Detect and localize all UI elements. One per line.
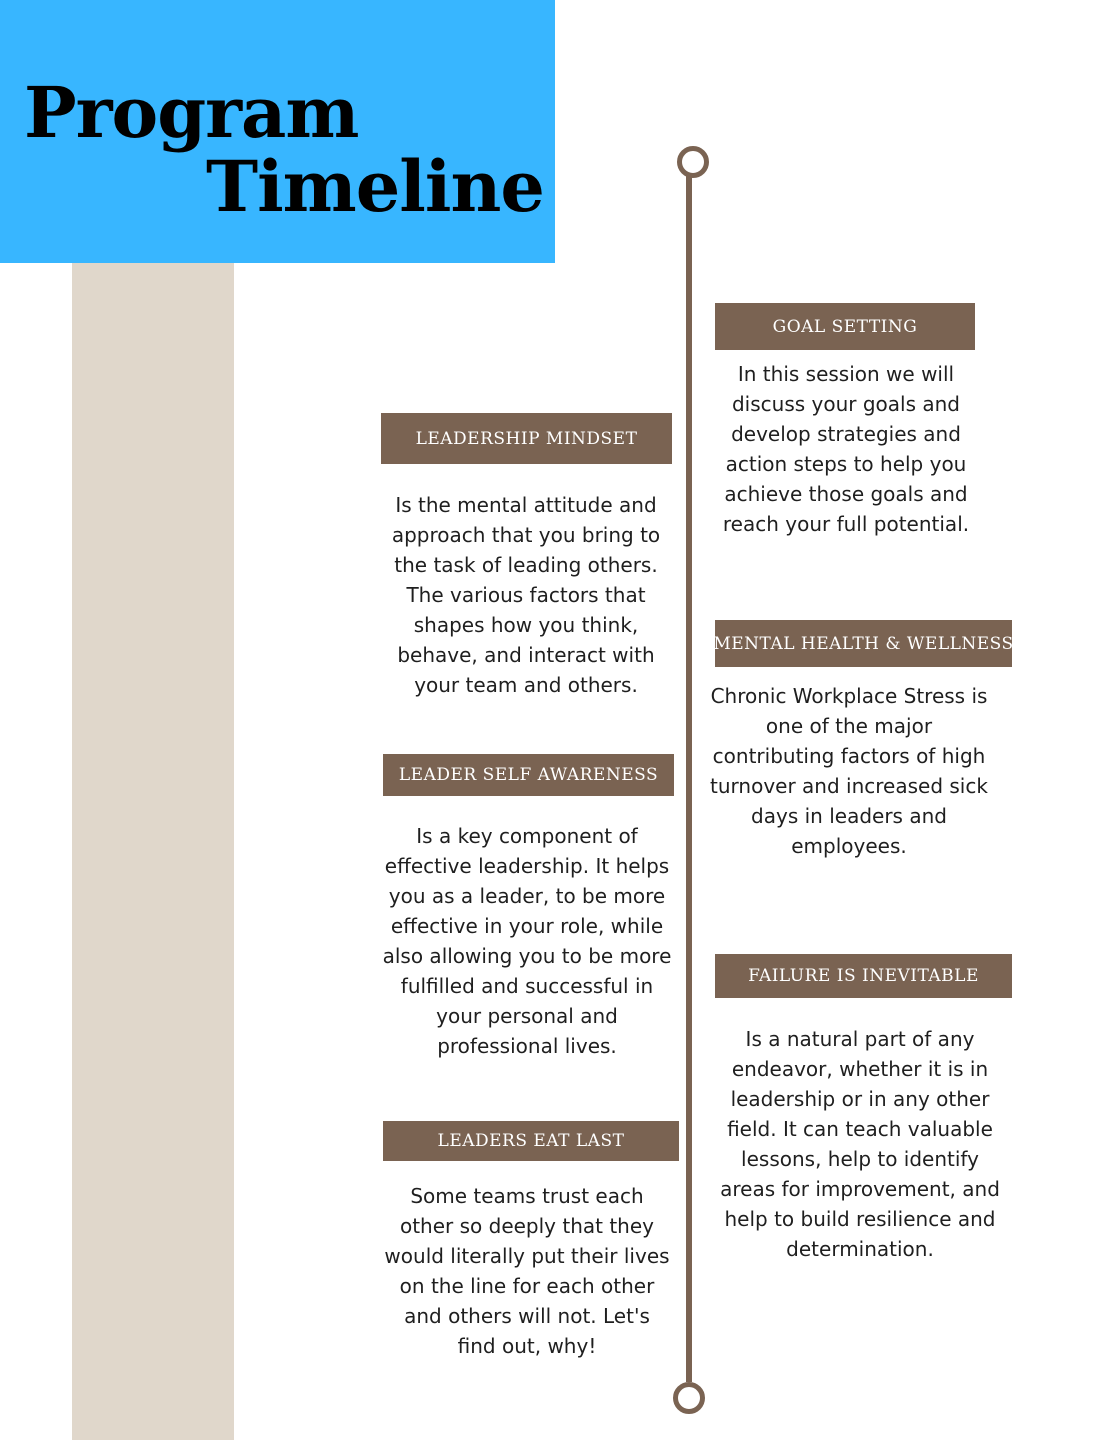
timeline-start-node	[677, 146, 709, 178]
page-title-line-1: Program	[24, 71, 359, 154]
leader-self-awareness-description: Is a key component of effective leadership. It helps you as a leader, to be more effective in your role, while also allowing you to be more fulfilled and successful in your personal and professional lives.	[382, 824, 672, 1058]
failure-description: Is a natural part of any endeavor, whether it is in leadership or in any other field. It can teach valuable lessons, help to identify areas for improvement, and help to build resilience and determination.	[720, 1027, 1000, 1261]
mental-health-heading: MENTAL HEALTH & WELLNESS	[715, 620, 1012, 667]
timeline-line	[686, 174, 692, 1382]
leaders-eat-last-description: Some teams trust each other so deeply that they would literally put their lives on the line for each other and others will not. Let's find out, why!	[384, 1184, 670, 1358]
leaders-eat-last-heading: LEADERS EAT LAST	[383, 1121, 679, 1161]
goal-setting-description: In this session we will discuss your goals and develop strategies and action steps to help you achieve those goals and reach your full potential.	[722, 362, 970, 536]
decorative-side-bar	[72, 263, 234, 1440]
page-title-line-2: Timeline	[206, 145, 544, 228]
goal-setting-heading: GOAL SETTING	[715, 303, 975, 350]
leadership-mindset-heading: LEADERSHIP MINDSET	[381, 413, 672, 464]
mental-health-description: Chronic Workplace Stress is one of the major contributing factors of high turnover and increased sick days in leaders and employees.	[710, 684, 988, 858]
leader-self-awareness-heading: LEADER SELF AWARENESS	[383, 754, 674, 796]
timeline-end-node	[673, 1382, 705, 1414]
leadership-mindset-description: Is the mental attitude and approach that you bring to the task of leading others. The various factors that shapes how you think, behave, and interact with your team and others.	[391, 493, 661, 697]
failure-heading: FAILURE IS INEVITABLE	[715, 954, 1012, 998]
title-block	[0, 0, 555, 263]
